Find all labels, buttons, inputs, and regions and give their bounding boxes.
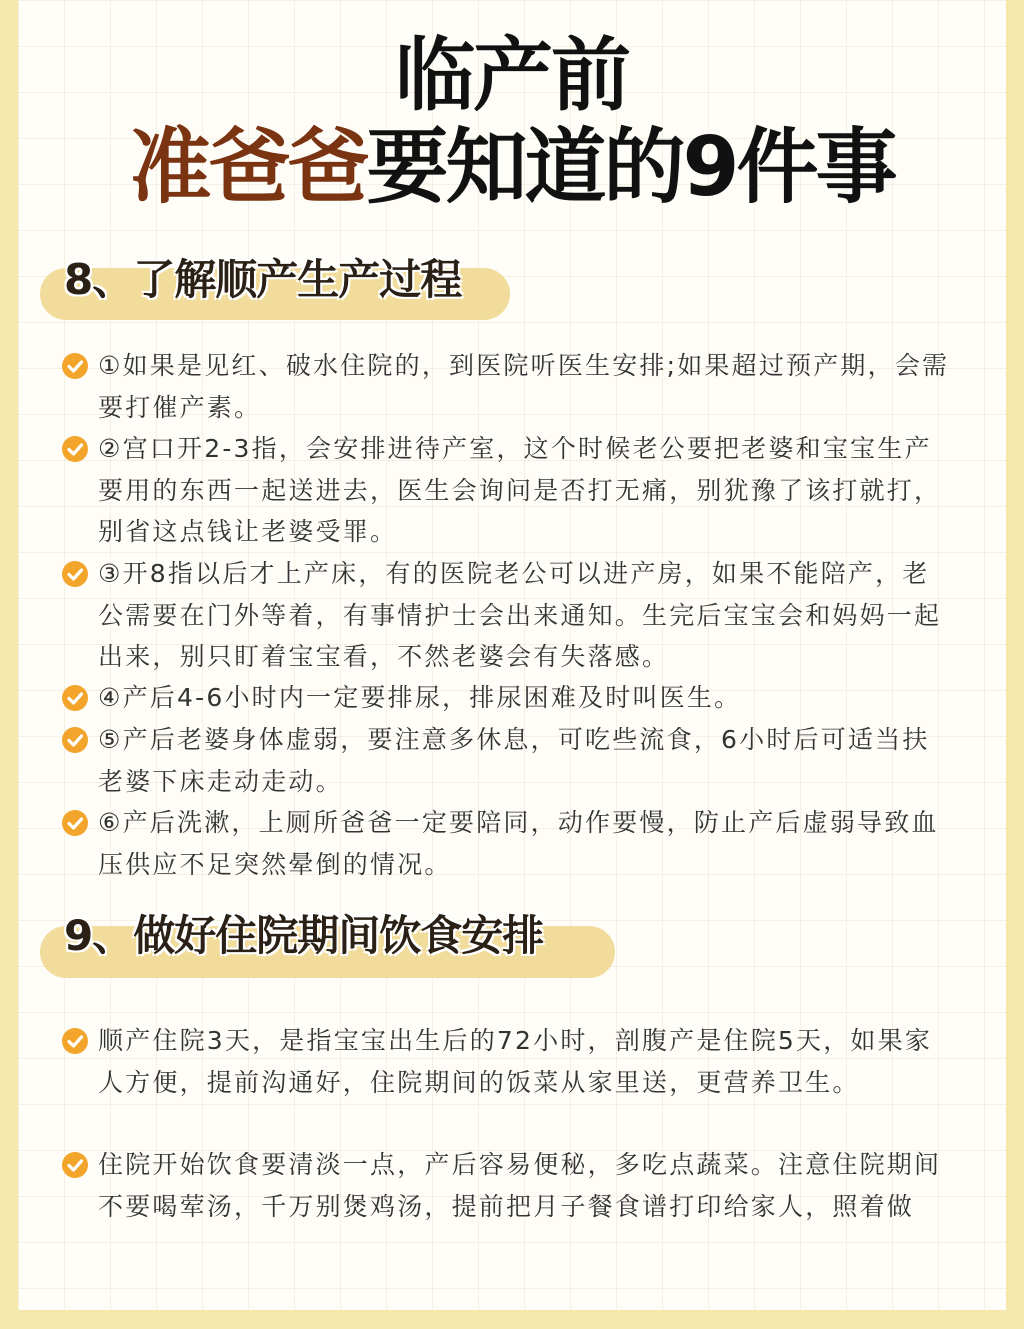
list-item-text: ⑤产后老婆身体虚弱，要注意多休息，可吃些流食，6小时后可适当扶老婆下床走动走动。 <box>98 725 930 796</box>
check-circle-icon <box>62 436 88 462</box>
list-item-text: 顺产住院3天，是指宝宝出生后的72小时，剖腹产是住院5天，如果家人方便，提前沟通好，住院期间的饭菜从家里送，更营养卫生。 <box>98 1026 933 1097</box>
list-item-text: ①如果是见红、破水住院的，到医院听医生安排;如果超过预产期，会需要打催产素。 <box>98 351 950 422</box>
page-title-line1: 临产前 <box>395 29 629 122</box>
list-item-text: ②宫口开2-3指，会安排进待产室，这个时候老公要把老婆和宝宝生产要用的东西一起送进去，医生会询问是否打无痛，别犹豫了该打就打，别省这点钱让老婆受罪。 <box>98 434 942 546</box>
check-circle-icon <box>62 810 88 836</box>
list-item-text: ⑥产后洗漱，上厕所爸爸一定要陪同，动作要慢，防止产后虚弱导致血压供应不足突然晕倒的情况。 <box>98 808 939 879</box>
list-item <box>98 1144 956 1227</box>
list-item-text: ③开8指以后才上产床，有的医院老公可以进产房，如果不能陪产，老公需要在门外等着，有事情护士会出来通知。生完后宝宝会和妈妈一起出来，别只盯着宝宝看，不然老婆会有失落感。 <box>98 559 942 671</box>
page-title-line2 <box>0 118 1024 218</box>
check-circle-icon <box>62 727 88 753</box>
list-item-text: ④产后4-6小时内一定要排尿，排尿困难及时叫医生。 <box>98 683 742 712</box>
list-item <box>98 345 956 428</box>
list-item <box>98 1020 956 1103</box>
list-item <box>98 677 956 719</box>
list-item <box>98 553 956 678</box>
section-9-heading: 9、做好住院期间饮食安排 <box>64 911 544 960</box>
check-circle-icon <box>62 561 88 587</box>
list-item <box>98 719 956 802</box>
list-item <box>98 802 956 885</box>
check-circle-icon <box>62 1028 88 1054</box>
check-circle-icon <box>62 685 88 711</box>
list-item <box>98 428 956 553</box>
check-circle-icon <box>62 353 88 379</box>
section-8-heading: 8、了解顺产生产过程 <box>64 255 462 304</box>
check-circle-icon <box>62 1152 88 1178</box>
title-accent: 准爸爸 <box>129 120 367 215</box>
title-rest: 要知道的9件事 <box>366 120 895 215</box>
list-item-text: 住院开始饮食要清淡一点，产后容易便秘，多吃点蔬菜。注意住院期间不要喝荤汤，千万别煲鸡汤，提前把月子餐食谱打印给家人，照着做 <box>98 1150 942 1221</box>
